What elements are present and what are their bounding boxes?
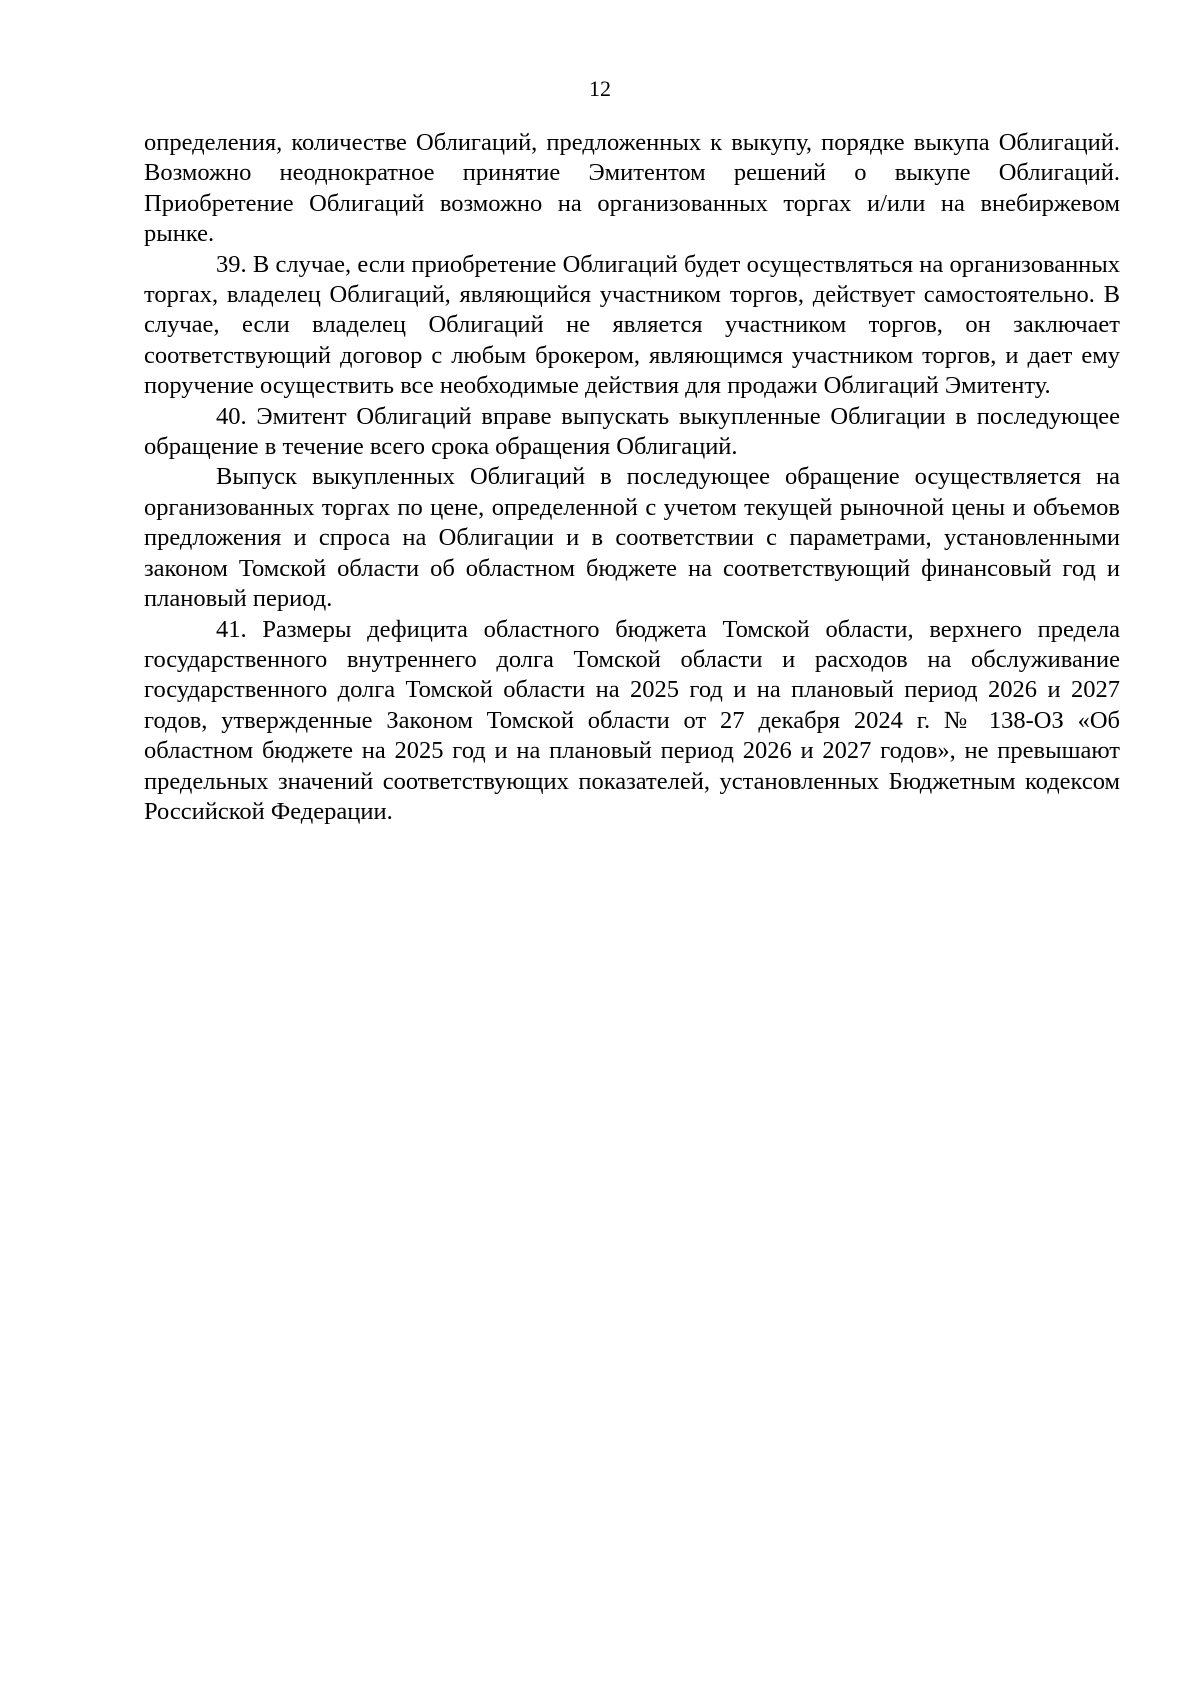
paragraph-40: 40. Эмитент Облигаций вправе выпускать выкупленные Облигации в последующее обращение в течение всего срока обращения Облигаций.	[144, 402, 1120, 461]
paragraph-continuation: определения, количестве Облигаций, предложенных к выкупу, порядке выкупа Облигаций. Возможно неоднократное принятие Эмитентом решений о выкупе Облигаций. Приобретение Облигаций возможно на организованных торгах и/или на внебиржевом рынке.	[144, 129, 1120, 248]
page-number: 12	[589, 76, 611, 101]
paragraph-41: 41. Размеры дефицита областного бюджета Томской области, верхнего предела государственного внутреннего долга Томской области и расходов на обслуживание государственного долга Томской области на 2025 год и на плановый период 2026 и 2027 годов, утвержденные Законом Томской области от 27 декабря 2024 г. № 138-ОЗ «Об областном бюджете на 2025 год и на плановый период 2026 и 2027 годов», не превышают предельных значений соответствующих показателей, установленных Бюджетным кодексом Российской Федерации.	[144, 615, 1120, 825]
paragraph-39: 39. В случае, если приобретение Облигаций будет осуществляться на организованных торгах, владелец Облигаций, являющийся участником торгов, действует самостоятельно. В случае, если владелец Облигаций не является участником торгов, он заключает соответствующий договор с любым брокером, являющимся участником торгов, и дает ему поручение осуществить все необходимые действия для продажи Облигаций Эмитенту.	[144, 250, 1120, 400]
document-body	[144, 128, 1120, 827]
paragraph-40-continued: Выпуск выкупленных Облигаций в последующее обращение осуществляется на организованных торгах по цене, определенной с учетом текущей рыночной цены и объемов предложения и спроса на Облигации и в соответствии с параметрами, установленными законом Томской области об областном бюджете на соответствующий финансовый год и плановый период.	[144, 463, 1120, 613]
